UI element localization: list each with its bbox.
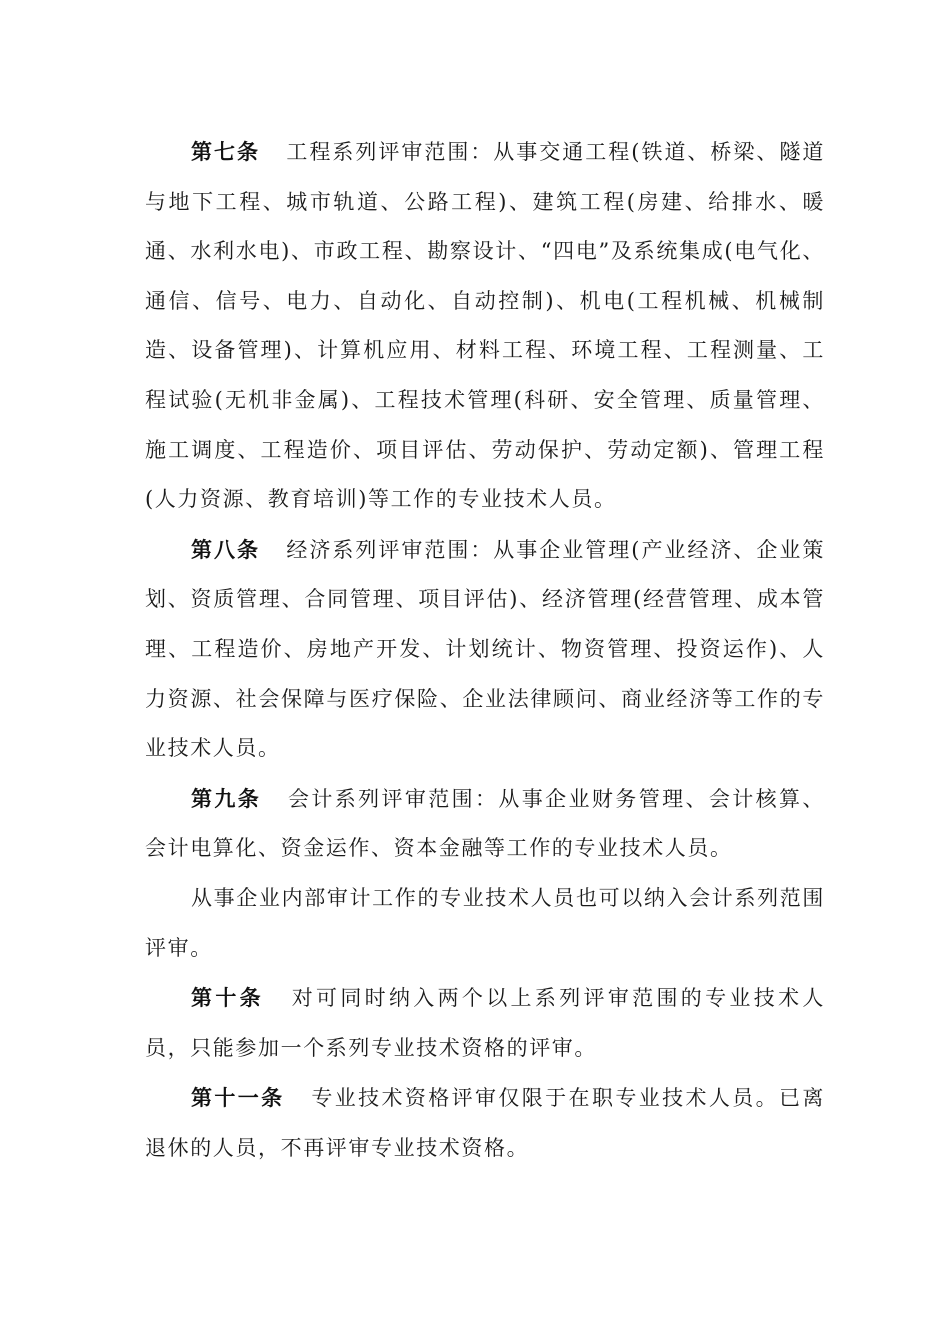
article-9-paragraph [145, 774, 825, 874]
article-number: 第九条 [191, 785, 262, 811]
article-number: 第七条 [191, 139, 260, 164]
article-number: 第八条 [191, 536, 260, 562]
article-text: 经济系列评审范围：从事企业管理(产业经济、企业策划、资质管理、合同管理、项目评估)、经济管理(经营管理、成本管理、工程造价、房地产开发、计划统计、物资管理、投资运作)、人力资源、社会保障与医疗保险、企业法律顾问、商业经济等工作的专业技术人员。 [145, 537, 825, 761]
article-7-paragraph [145, 127, 825, 525]
article-8-paragraph [145, 525, 825, 774]
article-text: 专业技术资格评审仅限于在职专业技术人员。已离退休的人员，不再评审专业技术资格。 [145, 1086, 825, 1160]
article-number: 第十一条 [191, 1085, 285, 1111]
document-body [145, 127, 825, 1173]
article-text: 对可同时纳入两个以上系列评审范围的专业技术人员，只能参加一个系列专业技术资格的评审。 [145, 986, 825, 1060]
article-9-supplement-paragraph [145, 874, 825, 973]
article-text: 会计系列评审范围：从事企业财务管理、会计核算、会计电算化、资金运作、资本金融等工作的专业技术人员。 [145, 786, 825, 861]
article-text: 从事企业内部审计工作的专业技术人员也可以纳入会计系列范围评审。 [145, 885, 825, 960]
article-11-paragraph [145, 1073, 825, 1173]
article-text: 工程系列评审范围：从事交通工程(铁道、桥梁、隧道与地下工程、城市轨道、公路工程)、建筑工程(房建、给排水、暖通、水利水电)、市政工程、勘察设计、“四电”及系统集成(电气化、通信、信号、电力、自动化、自动控制)、机电(工程机械、机械制造、设备管理)、计算机应用、材料工程、环境工程、工程测量、工程试验(无机非金属)、工程技术管理(科研、安全管理、质量管理、施工调度、工程造价、项目评估、劳动保护、劳动定额)、管理工程(人力资源、教育培训)等工作的专业技术人员。 [145, 140, 825, 512]
article-10-paragraph [145, 973, 825, 1073]
article-number: 第十条 [191, 985, 264, 1011]
